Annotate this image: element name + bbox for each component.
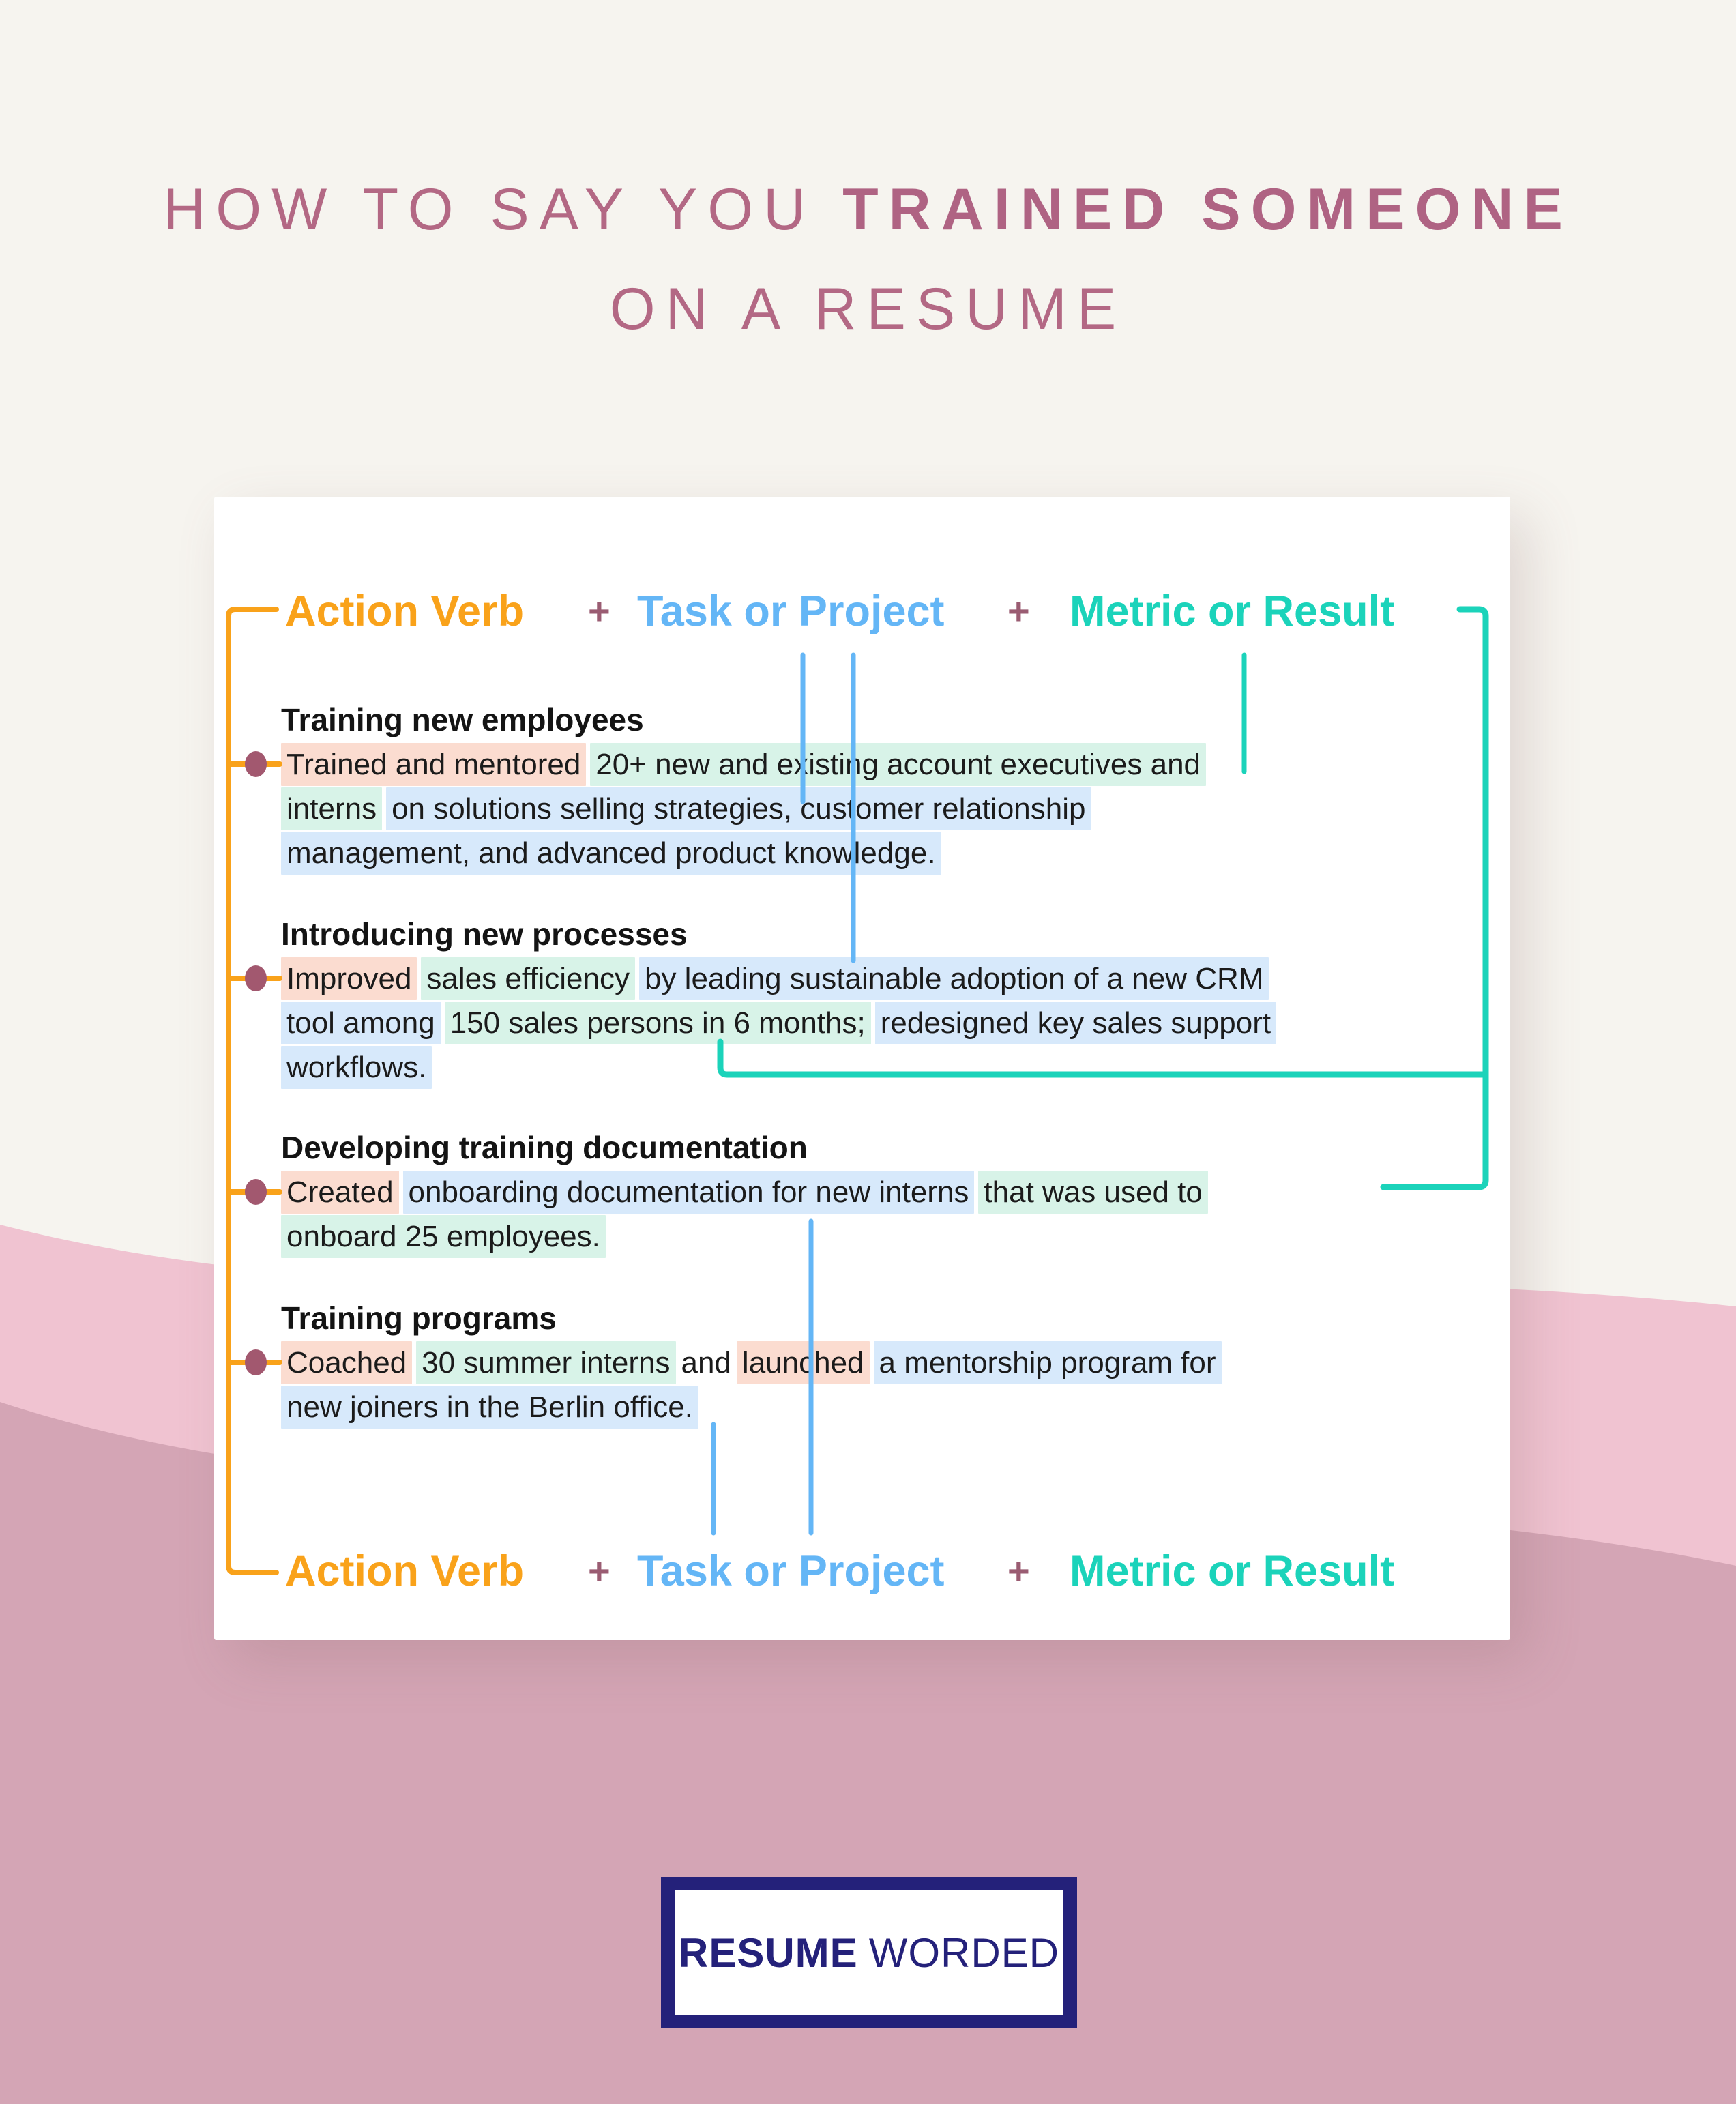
- formula-top-action-verb: Action Verb: [285, 587, 525, 635]
- resume-section: [281, 1126, 1488, 1259]
- bullet-dot: [245, 1349, 267, 1375]
- section-heading: Introducing new processes: [281, 916, 688, 952]
- section-heading: Developing training documentation: [281, 1130, 808, 1165]
- highlight-peach: Trained and mentored: [281, 743, 586, 786]
- bullet-text-line: [281, 1045, 1488, 1090]
- highlight-blue: workflows.: [281, 1046, 432, 1089]
- highlight-mint: 150 sales persons in 6 months;: [445, 1002, 871, 1044]
- formula-top-plus-1: +: [588, 589, 610, 632]
- section-heading: Training new employees: [281, 702, 644, 737]
- bullet-dot: [245, 965, 267, 991]
- highlight-mint: 20+ new and existing account executives and: [590, 743, 1206, 786]
- section-heading: Training programs: [281, 1300, 557, 1336]
- formula-top-metric-or-result: Metric or Result: [1070, 587, 1395, 635]
- resume-worded-logo: [661, 1877, 1077, 2028]
- highlight-mint: onboard 25 employees.: [281, 1215, 606, 1258]
- highlight-mint: 30 summer interns: [416, 1341, 675, 1384]
- formula-bottom-plus-2: +: [1007, 1549, 1030, 1592]
- title-highlight: TRAINED SOMEONE: [842, 177, 1573, 242]
- example-card: [214, 497, 1510, 1640]
- highlight-peach: launched: [737, 1341, 870, 1384]
- bullet-text-line: [281, 1341, 1488, 1385]
- highlight-blue: by leading sustainable adoption of a new CRM: [639, 957, 1269, 1000]
- bullet-text-line: [281, 787, 1488, 831]
- highlight-mint: that was used to: [978, 1171, 1207, 1214]
- highlight-blue: new joiners in the Berlin office.: [281, 1386, 698, 1429]
- bullet-dot: [245, 1179, 267, 1205]
- highlight-blue: a mentorship program for: [874, 1341, 1222, 1384]
- highlight-blue: tool among: [281, 1002, 441, 1044]
- highlight-peach: Improved: [281, 957, 417, 1000]
- formula-top-plus-2: +: [1007, 589, 1030, 632]
- highlight-peach: Coached: [281, 1341, 412, 1384]
- page-title-line2: ON A RESUME: [609, 276, 1127, 342]
- formula-bottom-action-verb: Action Verb: [285, 1547, 525, 1595]
- highlight-blue: management, and advanced product knowledge.: [281, 832, 941, 875]
- formula-bottom-task-or-project: Task or Project: [637, 1547, 945, 1595]
- logo-text-bold: RESUME: [678, 1929, 858, 1976]
- bullet-text-line: [281, 1214, 1488, 1259]
- bullet-text-line: [281, 1385, 1488, 1429]
- highlight-mint: interns: [281, 787, 382, 830]
- page-title-line1: [0, 176, 1736, 244]
- highlight-mint: sales efficiency: [421, 957, 635, 1000]
- highlight-blue: redesigned key sales support: [875, 1002, 1276, 1044]
- title-prefix: HOW TO SAY YOU: [163, 177, 843, 242]
- bullet-text-line: [281, 831, 1488, 875]
- bullet-text-line: [281, 1001, 1488, 1045]
- logo-text-regular: WORDED: [868, 1929, 1059, 1976]
- formula-top-task-or-project: Task or Project: [637, 587, 945, 635]
- highlight-peach: Created: [281, 1171, 399, 1214]
- highlight-blue: on solutions selling strategies, customer relationship: [386, 787, 1091, 830]
- resume-section: [281, 698, 1488, 875]
- metric-bracket-line: [1383, 609, 1486, 1187]
- bullet-text-line: [281, 1170, 1488, 1214]
- formula-bottom-metric-or-result: Metric or Result: [1070, 1547, 1395, 1595]
- resume-section: [281, 1296, 1488, 1429]
- bullet-text-line: [281, 742, 1488, 787]
- formula-bottom-plus-1: +: [588, 1549, 610, 1592]
- plain-text: and: [681, 1346, 731, 1379]
- resume-section: [281, 912, 1488, 1090]
- highlight-blue: onboarding documentation for new interns: [403, 1171, 975, 1214]
- bullet-dot: [245, 751, 267, 777]
- bullet-text-line: [281, 956, 1488, 1001]
